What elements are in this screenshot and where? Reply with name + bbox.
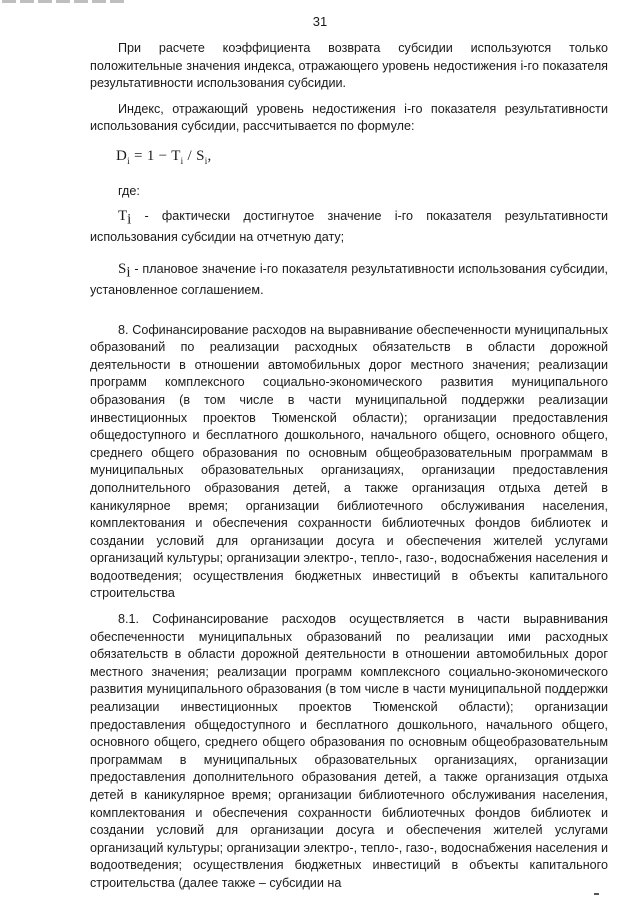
formula-slash: / [183, 147, 197, 164]
section-8-1-paragraph: 8.1. Софинансирование расходов осуществляется в части выравнивания обеспеченности муниципальных образований по реализации ими расходных обязательств в области дорожной деятельности в отношении автомобильных дорог местного значения; реализации программ комплексного социально-экономического развития муниципального образования (в том числе в части муниципальной поддержки реализации инвестиционных проектов Тюменской области); организации предоставления общедоступного и бесплатного дошкольного, начального общего, основного общего, среднего общего образования по основным общеобразовательным программам в муниципальных образовательных организациях, организации предоставления дополнительного образования детей, а также организация отдыха детей в каникулярное время; организации библиотечного обслуживания населения, комплектования и обеспечения сохранности библиотечных фондов библиотек и создании условий для организации досуга и обеспечения жителей услугами организаций культуры; организации электро-, тепло-, газо-, водоснабжения населения и водоотведения; осуществления бюджетных инвестиций в объекты капитального строительства (далее также – субсидии на [90, 612, 608, 890]
scan-artifact [2, 0, 128, 3]
s-symbol-sub: i [126, 264, 131, 281]
formula-lhs-sub: i [127, 155, 130, 166]
s-definition-text: - плановое значение i-го показателя результативности использования субсидии, установленное соглашением. [90, 261, 608, 297]
s-definition [90, 261, 608, 300]
section-8-paragraph: 8. Софинансирование расходов на выравнивание обеспеченности муниципальных образований по реализации расходных обязательств в области дорожной деятельности в отношении автомобильных дорог местного значения; реализации программ комплексного социально-экономического развития муниципального образования (в том числе в части муниципальной поддержки реализации инвестиционных проектов Тюменской области); организации предоставления общедоступного и бесплатного дошкольного, начального общего, основного общего, среднего общего образования по основным общеобразовательным программам в муниципальных образовательных организациях, организации предоставления дополнительного образования детей, а также организация отдыха детей в каникулярное время; организации библиотечного обслуживания населения, комплектования и обеспечения сохранности библиотечных фондов библиотек и создании условий для организации досуга и обеспечения жителей услугами организаций культуры; организации электро-, тепло-, газо-, водоснабжения населения и водоотведения; осуществления бюджетных инвестиций в объекты капитального строительства [90, 322, 608, 601]
page-number: 31 [312, 14, 328, 29]
intro-paragraph: При расчете коэффициента возврата субсидии используются только положительные значения индекса, отражающего уровень недостижения i-го показателя результативности использования субсидии. [90, 41, 608, 91]
t-definition [90, 208, 608, 247]
scan-corner-mark [594, 893, 599, 895]
t-symbol: T [118, 208, 128, 225]
formula-t-sub: i [180, 155, 184, 166]
formula-end: , [207, 147, 212, 164]
document-body [90, 40, 608, 893]
formula-s-sub: i [204, 155, 208, 166]
formula [116, 148, 608, 171]
formula-lhs: D [116, 147, 128, 164]
formula-s: S [196, 147, 205, 164]
index-paragraph: Индекс, отражающий уровень недостижения i-го показателя результативности использования субсидии, рассчитывается по формуле: [90, 101, 608, 134]
s-symbol: S [118, 260, 127, 277]
formula-t: T [171, 147, 181, 164]
t-symbol-sub: i [127, 211, 132, 228]
where-label: где: [118, 183, 140, 198]
t-definition-text: - фактически достигнутое значение i-го показателя результативности использования субсидии на отчетную дату; [90, 209, 608, 245]
formula-equals: = 1 − [129, 147, 172, 164]
